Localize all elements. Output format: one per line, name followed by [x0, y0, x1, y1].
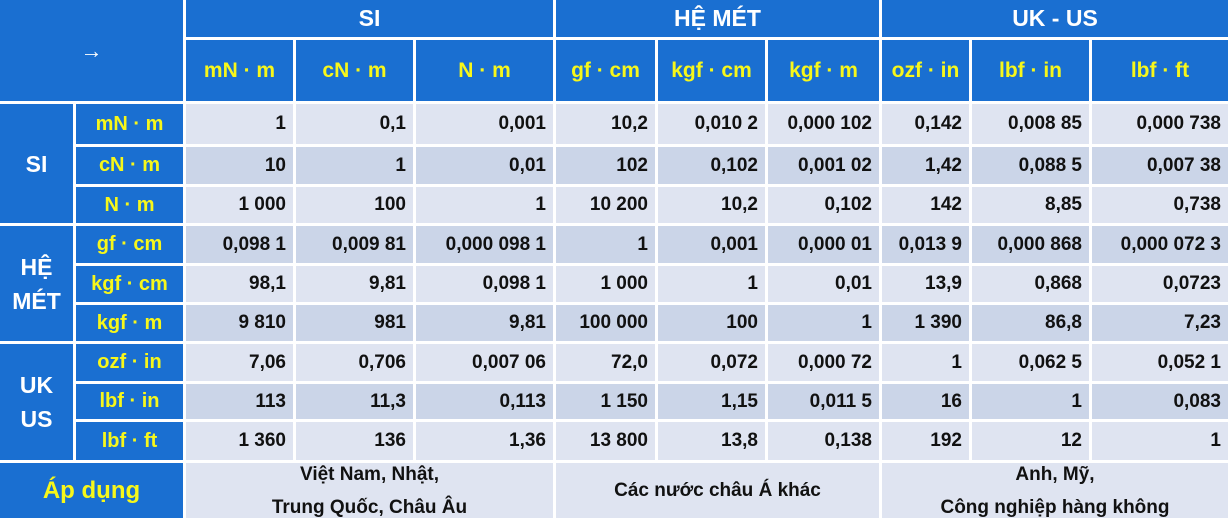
table-cell: 13,9 — [882, 266, 969, 302]
row-group-header — [0, 344, 73, 460]
table-cell: 11,3 — [296, 384, 413, 419]
table-cell: 9,81 — [296, 266, 413, 302]
table-cell: 0,000 098 1 — [416, 226, 553, 263]
table-cell: 0,008 85 — [972, 104, 1089, 144]
row-unit-header: gf · cm — [76, 226, 183, 263]
table-cell: 10 200 — [556, 187, 655, 223]
table-cell: 10,2 — [658, 187, 765, 223]
table-cell: 13,8 — [658, 422, 765, 460]
table-cell: 0,138 — [768, 422, 879, 460]
table-cell: 1 — [658, 266, 765, 302]
table-cell: 0,01 — [768, 266, 879, 302]
table-cell: 102 — [556, 147, 655, 184]
apply-cell — [882, 463, 1228, 518]
apply-cell — [556, 463, 879, 518]
row-group-line: HỆ — [20, 253, 53, 280]
row-group-header — [0, 226, 73, 341]
apply-line: Anh, Mỹ, — [1015, 463, 1095, 485]
column-group-header: HỆ MÉT — [556, 0, 879, 37]
table-cell: 0,001 — [658, 226, 765, 263]
apply-line: Việt Nam, Nhật, — [299, 463, 440, 485]
column-unit-header: ozf · in — [882, 40, 969, 101]
table-cell: 0,009 81 — [296, 226, 413, 263]
apply-line: Trung Quốc, Châu Âu — [271, 496, 468, 518]
table-cell: 1,36 — [416, 422, 553, 460]
table-cell: 0,0723 — [1092, 266, 1228, 302]
table-cell: 0,738 — [1092, 187, 1228, 223]
table-cell: 1 — [972, 384, 1089, 419]
table-cell: 0,706 — [296, 344, 413, 381]
column-unit-header: lbf · in — [972, 40, 1089, 101]
table-cell: 7,06 — [186, 344, 293, 381]
table-cell: 100 — [296, 187, 413, 223]
column-unit-header: mN · m — [186, 40, 293, 101]
table-cell: 0,011 5 — [768, 384, 879, 419]
table-cell: 1 390 — [882, 305, 969, 341]
table-cell: 1,15 — [658, 384, 765, 419]
table-cell: 1 150 — [556, 384, 655, 419]
table-cell: 0,102 — [658, 147, 765, 184]
table-cell: 0,102 — [768, 187, 879, 223]
table-cell: 0,007 06 — [416, 344, 553, 381]
column-unit-header: kgf · m — [768, 40, 879, 101]
row-unit-header: lbf · ft — [76, 422, 183, 460]
table-cell: 0,088 5 — [972, 147, 1089, 184]
table-cell: 0,000 102 — [768, 104, 879, 144]
table-cell: 0,01 — [416, 147, 553, 184]
table-cell: 0,001 — [416, 104, 553, 144]
row-group-line: MÉT — [12, 287, 61, 314]
row-group-line: US — [20, 406, 53, 432]
row-unit-header: kgf · m — [76, 305, 183, 341]
apply-cell — [186, 463, 553, 518]
table-cell: 1 000 — [556, 266, 655, 302]
table-cell: 72,0 — [556, 344, 655, 381]
table-cell: 0,052 1 — [1092, 344, 1228, 381]
table-cell: 0,072 — [658, 344, 765, 381]
table-cell: 136 — [296, 422, 413, 460]
table-cell: 8,85 — [972, 187, 1089, 223]
column-group-header: SI — [186, 0, 553, 37]
table-cell: 9,81 — [416, 305, 553, 341]
table-cell: 1 — [1092, 422, 1228, 460]
table-cell: 0,010 2 — [658, 104, 765, 144]
table-cell: 0,062 5 — [972, 344, 1089, 381]
row-group-line: SI — [25, 150, 48, 177]
table-cell: 0,013 9 — [882, 226, 969, 263]
table-cell: 1 — [882, 344, 969, 381]
table-cell: 0,098 1 — [416, 266, 553, 302]
table-cell: 0,868 — [972, 266, 1089, 302]
row-group-line: UK — [19, 372, 54, 398]
table-cell: 16 — [882, 384, 969, 419]
table-cell: 0,000 868 — [972, 226, 1089, 263]
table-cell: 100 — [658, 305, 765, 341]
table-cell: 1,42 — [882, 147, 969, 184]
row-group-header — [0, 104, 73, 223]
table-cell: 13 800 — [556, 422, 655, 460]
table-cell: 0,001 02 — [768, 147, 879, 184]
row-unit-header: mN · m — [76, 104, 183, 144]
row-unit-header: N · m — [76, 187, 183, 223]
row-unit-header: ozf · in — [76, 344, 183, 381]
table-cell: 1 — [556, 226, 655, 263]
table-cell: 1 — [416, 187, 553, 223]
row-unit-header: kgf · cm — [76, 266, 183, 302]
table-cell: 1 — [186, 104, 293, 144]
table-cell: 0,098 1 — [186, 226, 293, 263]
table-cell: 0,007 38 — [1092, 147, 1228, 184]
table-cell: 98,1 — [186, 266, 293, 302]
table-cell: 0,142 — [882, 104, 969, 144]
row-unit-header: cN · m — [76, 147, 183, 184]
table-cell: 1 000 — [186, 187, 293, 223]
table-cell: 1 360 — [186, 422, 293, 460]
table-cell: 0,000 072 3 — [1092, 226, 1228, 263]
table-cell: 7,23 — [1092, 305, 1228, 341]
table-cell: 0,1 — [296, 104, 413, 144]
column-unit-header: lbf · ft — [1092, 40, 1228, 101]
table-cell: 10,2 — [556, 104, 655, 144]
column-group-header: UK - US — [882, 0, 1228, 37]
table-cell: 192 — [882, 422, 969, 460]
corner-arrow: → — [0, 0, 183, 101]
table-cell: 113 — [186, 384, 293, 419]
table-cell: 12 — [972, 422, 1089, 460]
table-cell: 9 810 — [186, 305, 293, 341]
table-cell: 10 — [186, 147, 293, 184]
table-cell: 0,000 72 — [768, 344, 879, 381]
column-unit-header: cN · m — [296, 40, 413, 101]
apply-line: Công nghiệp hàng không — [940, 496, 1170, 518]
column-unit-header: N · m — [416, 40, 553, 101]
table-cell: 0,000 01 — [768, 226, 879, 263]
row-unit-header: lbf · in — [76, 384, 183, 419]
column-unit-header: kgf · cm — [658, 40, 765, 101]
table-cell: 86,8 — [972, 305, 1089, 341]
apply-line: Các nước châu Á khác — [614, 480, 821, 501]
table-cell: 0,113 — [416, 384, 553, 419]
column-unit-header: gf · cm — [556, 40, 655, 101]
table-cell: 981 — [296, 305, 413, 341]
table-cell: 0,083 — [1092, 384, 1228, 419]
table-cell: 100 000 — [556, 305, 655, 341]
table-cell: 1 — [768, 305, 879, 341]
table-cell: 1 — [296, 147, 413, 184]
table-cell: 0,000 738 — [1092, 104, 1228, 144]
apply-label: Áp dụng — [0, 463, 183, 518]
table-cell: 142 — [882, 187, 969, 223]
